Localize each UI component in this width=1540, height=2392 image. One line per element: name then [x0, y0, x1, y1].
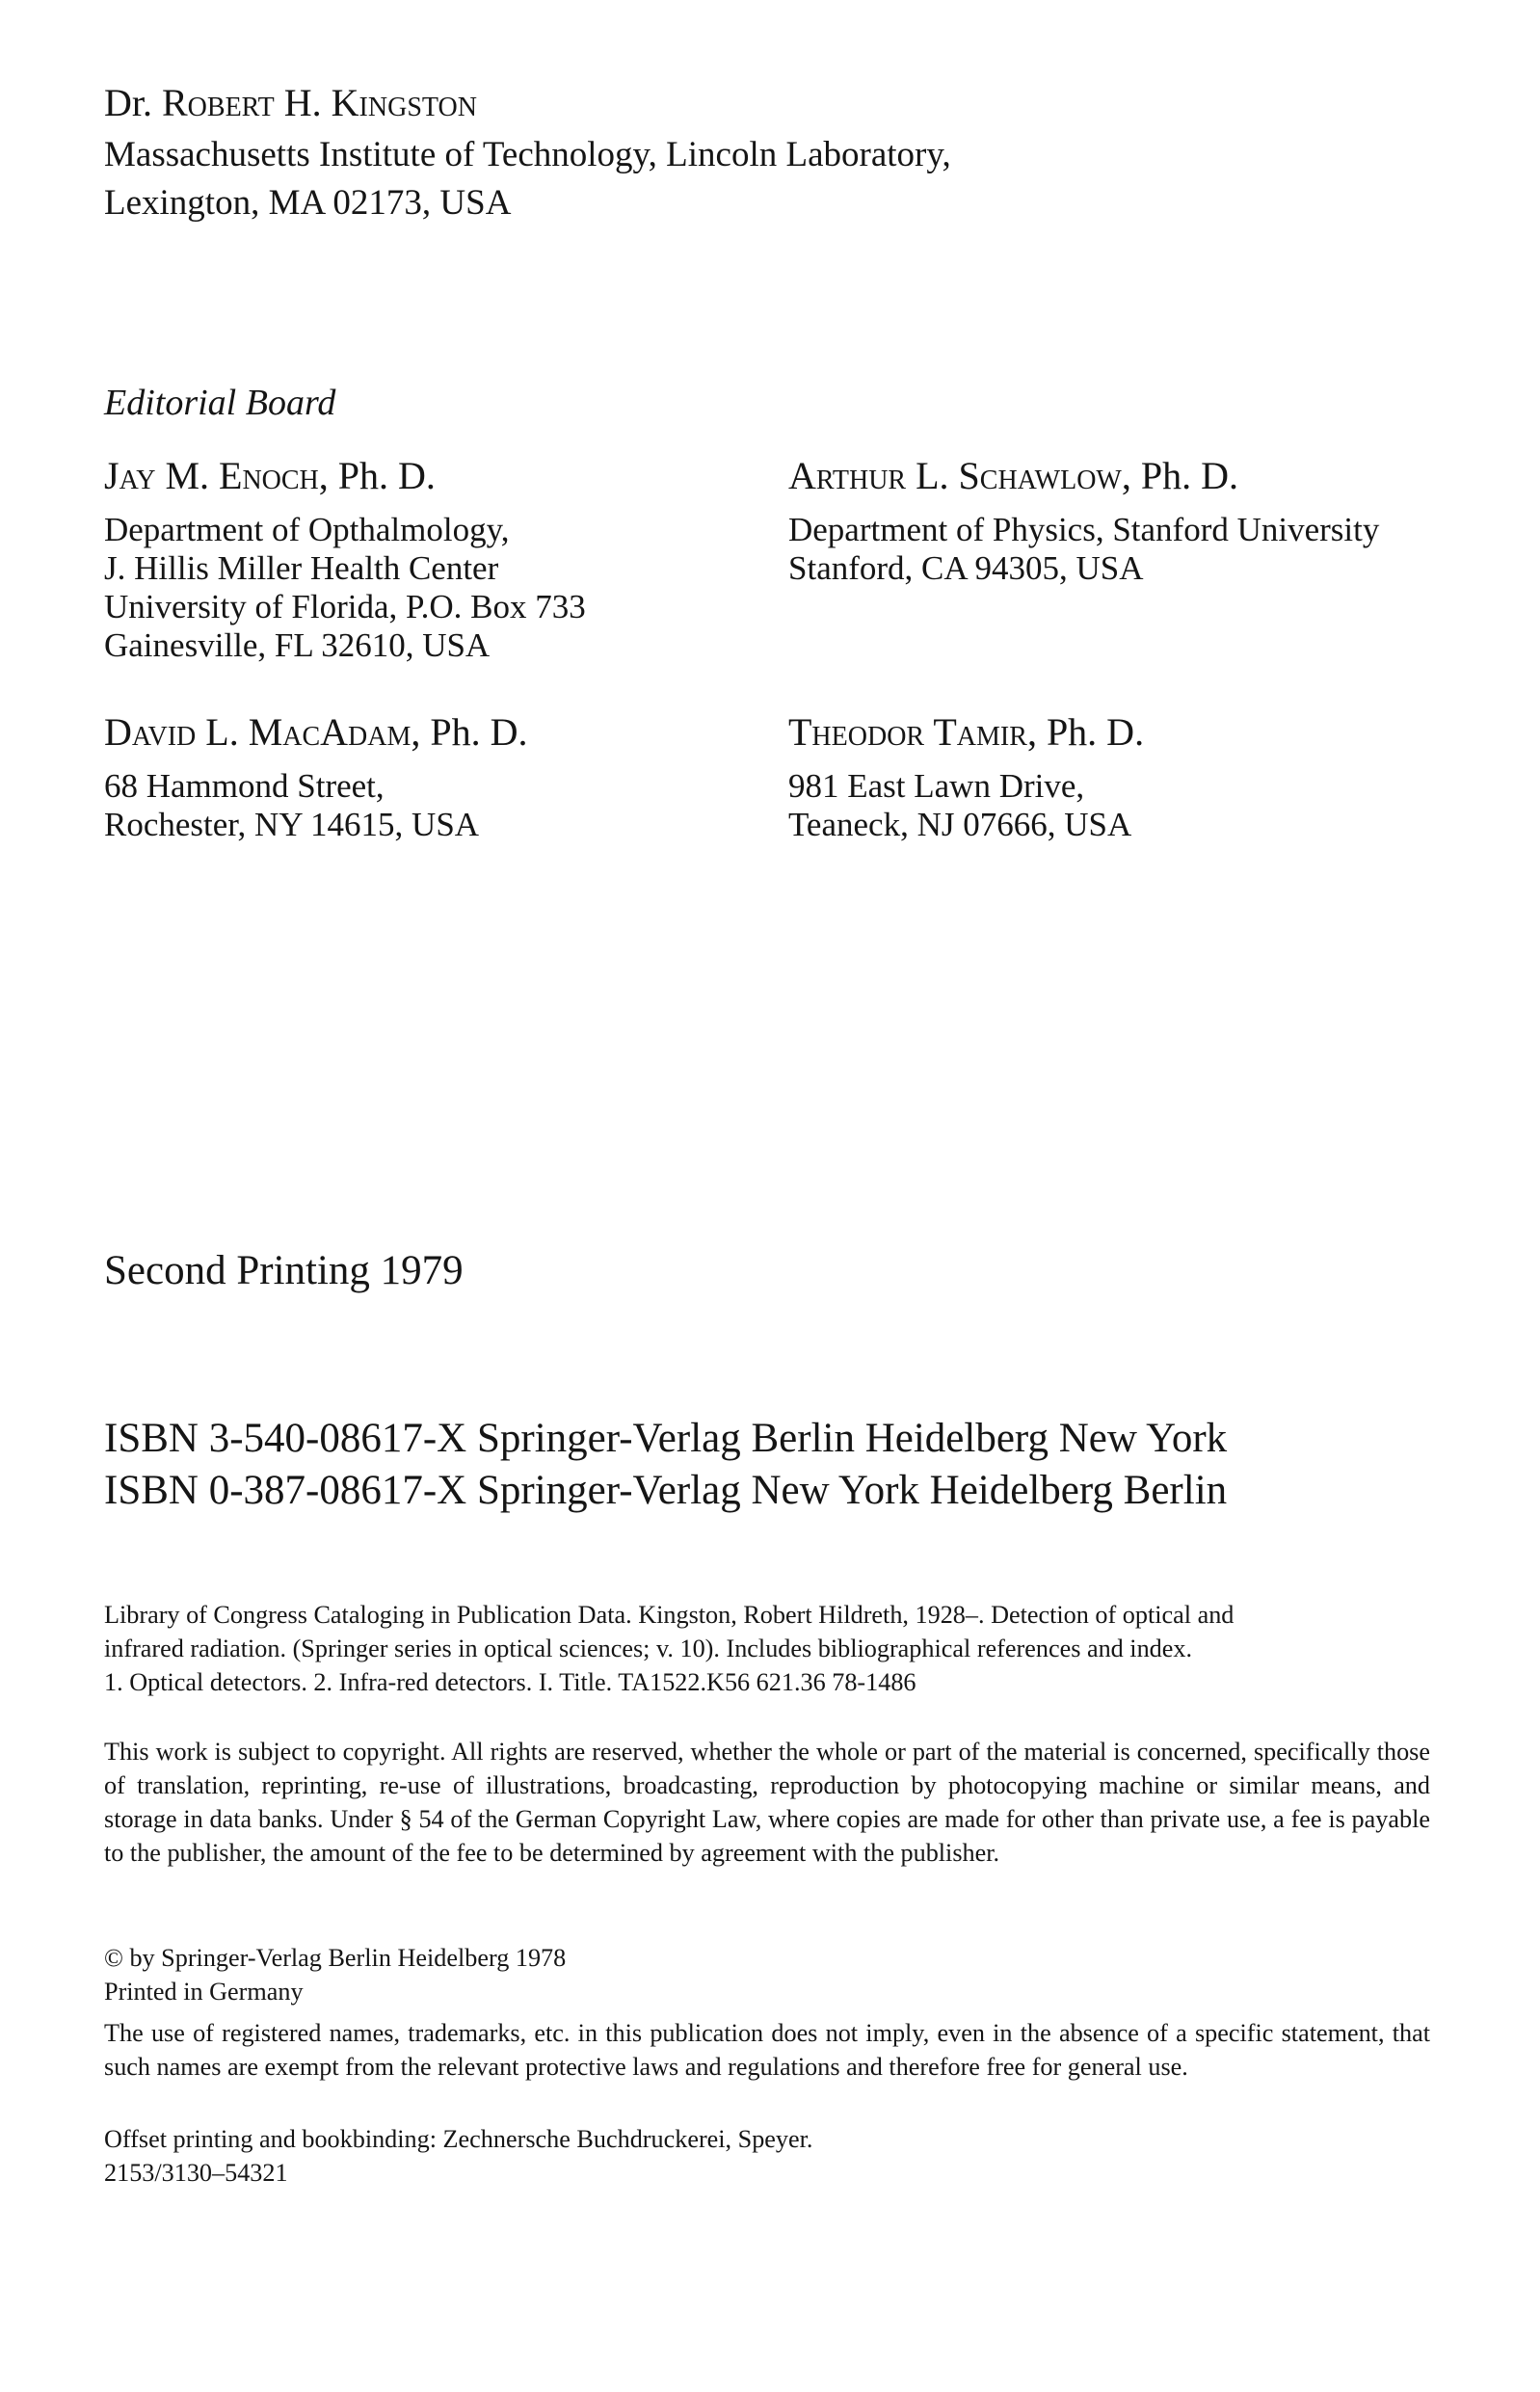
- address-line: Teaneck, NJ 07666, USA: [788, 806, 1132, 843]
- copyright-notice-line: Printed in Germany: [104, 1978, 304, 2006]
- address-line: Gainesville, FL 32610, USA: [104, 626, 491, 664]
- member-name-text: Arthur L. Schawlow: [788, 454, 1122, 497]
- member-name-text: Jay M. Enoch: [104, 454, 319, 497]
- member-address: [788, 767, 1144, 844]
- member-name-text: Theodor Tamir: [788, 710, 1027, 754]
- affiliation-line: Massachusetts Institute of Technology, Lincoln Laboratory,: [104, 135, 951, 174]
- author-prefix: Dr.: [104, 81, 162, 124]
- member-name-text: David L. MacAdam: [104, 710, 412, 754]
- copyright-paragraph: This work is subject to copyright. All rights are reserved, whether the whole or part of the material is concerned, specifically those of translation, reprinting, re-use of illustrations, broadcasting, reproduction by photocopying machine or similar means, and storage in data banks. Under § 54 of the German Copyright Law, where copies are made for other than private use, a fee is payable to the publisher, the amount of the fee to be determined by agreement with the publisher.: [104, 1738, 1430, 1867]
- member-degree: , Ph. D.: [1121, 454, 1238, 497]
- address-line: Department of Opthalmology,: [104, 511, 510, 548]
- editorial-board-heading: Editorial Board: [104, 383, 336, 423]
- printing-statement: Second Printing 1979: [104, 1248, 464, 1293]
- board-member-schawlow: [788, 453, 1379, 588]
- address-line: 68 Hammond Street,: [104, 767, 385, 805]
- address-line: J. Hillis Miller Health Center: [104, 549, 499, 587]
- member-degree: , Ph. D.: [411, 710, 528, 754]
- offset-printing: [104, 2122, 1430, 2190]
- isbn-block: [104, 1413, 1227, 1517]
- member-address: [788, 511, 1379, 588]
- cip-line: 1. Optical detectors. 2. Infra-red detectors. I. Title. TA1522.K56 621.36 78-1486: [104, 1668, 916, 1696]
- member-name: [788, 709, 1144, 756]
- address-line: Rochester, NY 14615, USA: [104, 806, 480, 843]
- member-name: [788, 453, 1379, 499]
- member-address: [104, 767, 528, 844]
- member-name: [104, 453, 586, 499]
- isbn-line: ISBN 3-540-08617-X Springer-Verlag Berlin Heidelberg New York: [104, 1416, 1228, 1461]
- affiliation-line: Lexington, MA 02173, USA: [104, 183, 512, 223]
- address-line: University of Florida, P.O. Box 733: [104, 588, 586, 625]
- member-address: [104, 511, 586, 665]
- author-name: [104, 79, 477, 127]
- copyright-notice-line: © by Springer-Verlag Berlin Heidelberg 1978: [104, 1944, 567, 1972]
- cip-line: infrared radiation. (Springer series in optical sciences; v. 10). Includes bibliographical references and index.: [104, 1635, 1193, 1662]
- board-member-macadam: [104, 709, 528, 844]
- offset-line: 2153/3130–54321: [104, 2159, 288, 2187]
- offset-line: Offset printing and bookbinding: Zechnersche Buchdruckerei, Speyer.: [104, 2125, 813, 2153]
- isbn-line: ISBN 0-387-08617-X Springer-Verlag New York Heidelberg Berlin: [104, 1468, 1228, 1513]
- member-degree: , Ph. D.: [1026, 710, 1145, 754]
- address-line: Department of Physics, Stanford University: [788, 511, 1380, 548]
- member-degree: , Ph. D.: [318, 454, 436, 497]
- copyright-notice: [104, 1941, 1430, 2008]
- address-line: Stanford, CA 94305, USA: [788, 549, 1144, 587]
- address-line: 981 East Lawn Drive,: [788, 767, 1085, 805]
- author-affiliation: [104, 131, 951, 227]
- member-name: [104, 709, 528, 756]
- board-member-tamir: [788, 709, 1144, 844]
- trademark-paragraph: The use of registered names, trademarks, etc. in this publication does not imply, even in the absence of a specific statement, that such names are exempt from the relevant protective laws and regulations and therefore free for general use.: [104, 2019, 1430, 2081]
- cip-line: Library of Congress Cataloging in Publication Data. Kingston, Robert Hildreth, 1928–. Detection of optical and: [104, 1601, 1235, 1629]
- cip-data: [104, 1598, 1430, 1699]
- board-member-enoch: [104, 453, 586, 665]
- author-name-text: Robert H. Kingston: [162, 81, 477, 124]
